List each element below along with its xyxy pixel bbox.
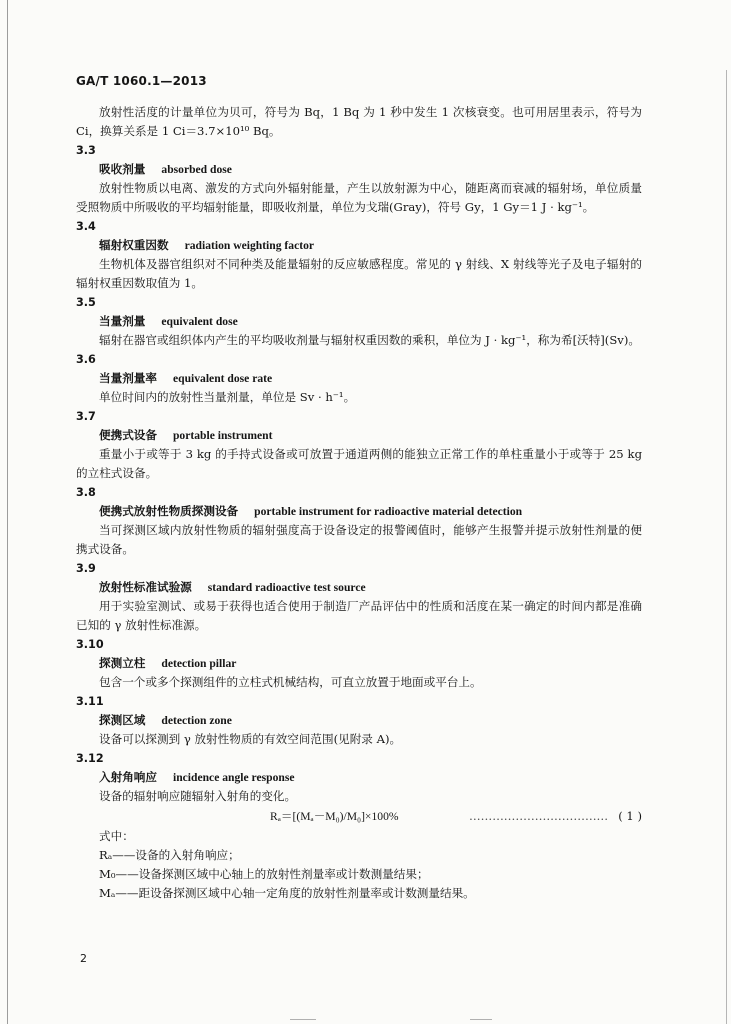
definition-text: 重量小于或等于 3 kg 的手持式设备或可放置于通道两侧的能独立正常工作的单柱重量小于或等于 25 kg 的立柱式设备。 xyxy=(76,447,642,480)
section-number: 3.12 xyxy=(76,752,104,765)
term-heading xyxy=(76,768,642,787)
standard-code-header: GA/T 1060.1—2013 xyxy=(76,74,207,88)
section-3-3 xyxy=(76,141,642,217)
term-cn: 入射角响应 xyxy=(99,770,157,784)
page-content xyxy=(76,103,642,903)
definition-text: 生物机体及器官组织对不同种类及能量辐射的反应敏感程度。常见的 γ 射线、X 射线等光子及电子辐射的辐射权重因数取值为 1。 xyxy=(76,257,642,290)
term-en: radiation weighting factor xyxy=(184,239,315,252)
section-number: 3.3 xyxy=(76,144,96,157)
section-number: 3.7 xyxy=(76,410,96,423)
section-3-4 xyxy=(76,217,642,293)
term-cn: 放射性标准试验源 xyxy=(99,580,192,594)
term-en: portable instrument for radioactive material detection xyxy=(254,505,523,518)
intro-paragraph: 放射性活度的计量单位为贝可，符号为 Bq，1 Bq 为 1 秒中发生 1 次核衰变。也可用居里表示，符号为 Ci，换算关系是 1 Ci＝3.7×10¹⁰ Bq。 xyxy=(76,105,642,138)
scan-artifact-mark xyxy=(290,1019,316,1020)
section-3-7 xyxy=(76,407,642,483)
where-item: Mₐ——距设备探测区域中心轴一定角度的放射性剂量率或计数测量结果。 xyxy=(99,886,475,900)
term-heading xyxy=(76,578,642,597)
definition-text: 包含一个或多个探测组件的立柱式机械结构，可直立放置于地面或平台上。 xyxy=(99,675,482,689)
scan-artifact-mark xyxy=(470,1019,492,1020)
section-3-6 xyxy=(76,350,642,407)
term-cn: 吸收剂量 xyxy=(99,162,146,176)
where-item: M₀——设备探测区域中心轴上的放射性剂量率或计数测量结果； xyxy=(99,867,429,881)
term-en: equivalent dose rate xyxy=(172,372,273,385)
term-cn: 便携式放射性物质探测设备 xyxy=(99,504,239,518)
term-heading xyxy=(76,654,642,673)
section-number: 3.6 xyxy=(76,353,96,366)
section-3-9 xyxy=(76,559,642,635)
definition-text: 用于实验室测试、或易于获得也适合使用于制造厂产品评估中的性质和活度在某一确定的时间内都是准确已知的 γ 放射性标准源。 xyxy=(76,599,642,632)
scan-left-edge xyxy=(7,0,8,1024)
where-item: Rₐ——设备的入射角响应； xyxy=(99,848,240,862)
section-number: 3.11 xyxy=(76,695,104,708)
term-cn: 便携式设备 xyxy=(99,428,157,442)
term-heading xyxy=(76,711,642,730)
where-label: 式中： xyxy=(99,829,134,843)
definition-text: 当可探测区域内放射性物质的辐射强度高于设备设定的报警阈值时，能够产生报警并提示放射性剂量的便携式设备。 xyxy=(76,523,642,556)
definition-text: 设备可以探测到 γ 放射性物质的有效空间范围(见附录 A)。 xyxy=(99,732,402,746)
formula-expression: Rₐ＝[(Mₐ－M₀)/M₀]×100% xyxy=(270,810,399,823)
term-heading xyxy=(76,160,642,179)
definition-text: 设备的辐射响应随辐射入射角的变化。 xyxy=(99,789,297,803)
term-cn: 当量剂量 xyxy=(99,314,146,328)
term-en: portable instrument xyxy=(172,429,273,442)
term-en: equivalent dose xyxy=(161,315,238,328)
definition-text: 单位时间内的放射性当量剂量，单位是 Sv · h⁻¹。 xyxy=(99,390,356,404)
term-heading xyxy=(76,502,642,521)
section-3-5 xyxy=(76,293,642,350)
section-number: 3.5 xyxy=(76,296,96,309)
section-3-8 xyxy=(76,483,642,559)
term-en: standard radioactive test source xyxy=(207,581,366,594)
term-heading xyxy=(76,312,642,331)
term-en: detection pillar xyxy=(161,657,237,670)
formula-1 xyxy=(76,806,642,827)
term-cn: 辐射权重因数 xyxy=(99,238,169,252)
page-number: 2 xyxy=(80,952,87,965)
scan-right-edge xyxy=(726,70,727,1024)
term-heading xyxy=(76,369,642,388)
term-en: detection zone xyxy=(161,714,232,727)
section-number: 3.4 xyxy=(76,220,96,233)
formula-number: ( 1 ) xyxy=(618,809,642,823)
term-heading xyxy=(76,236,642,255)
section-number: 3.8 xyxy=(76,486,96,499)
term-cn: 探测区域 xyxy=(99,713,146,727)
definition-text: 辐射在器官或组织体内产生的平均吸收剂量与辐射权重因数的乘积，单位为 J · kg⁻¹，称为希[沃特](Sv)。 xyxy=(99,333,640,347)
term-heading xyxy=(76,426,642,445)
term-en: incidence angle response xyxy=(172,771,295,784)
definition-text: 放射性物质以电离、激发的方式向外辐射能量，产生以放射源为中心，随距离而衰减的辐射场，单位质量受照物质中所吸收的平均辐射能量，即吸收剂量，单位为戈瑞(Gray)，符号 Gy，1 Gy＝1 J · kg⁻¹。 xyxy=(76,181,642,214)
section-number: 3.10 xyxy=(76,638,104,651)
section-3-11 xyxy=(76,692,642,749)
formula-leader-dots: ……………………………… xyxy=(469,809,609,823)
term-cn: 当量剂量率 xyxy=(99,371,157,385)
section-3-10 xyxy=(76,635,642,692)
section-number: 3.9 xyxy=(76,562,96,575)
section-3-12 xyxy=(76,749,642,806)
term-en: absorbed dose xyxy=(161,163,232,176)
term-cn: 探测立柱 xyxy=(99,656,146,670)
